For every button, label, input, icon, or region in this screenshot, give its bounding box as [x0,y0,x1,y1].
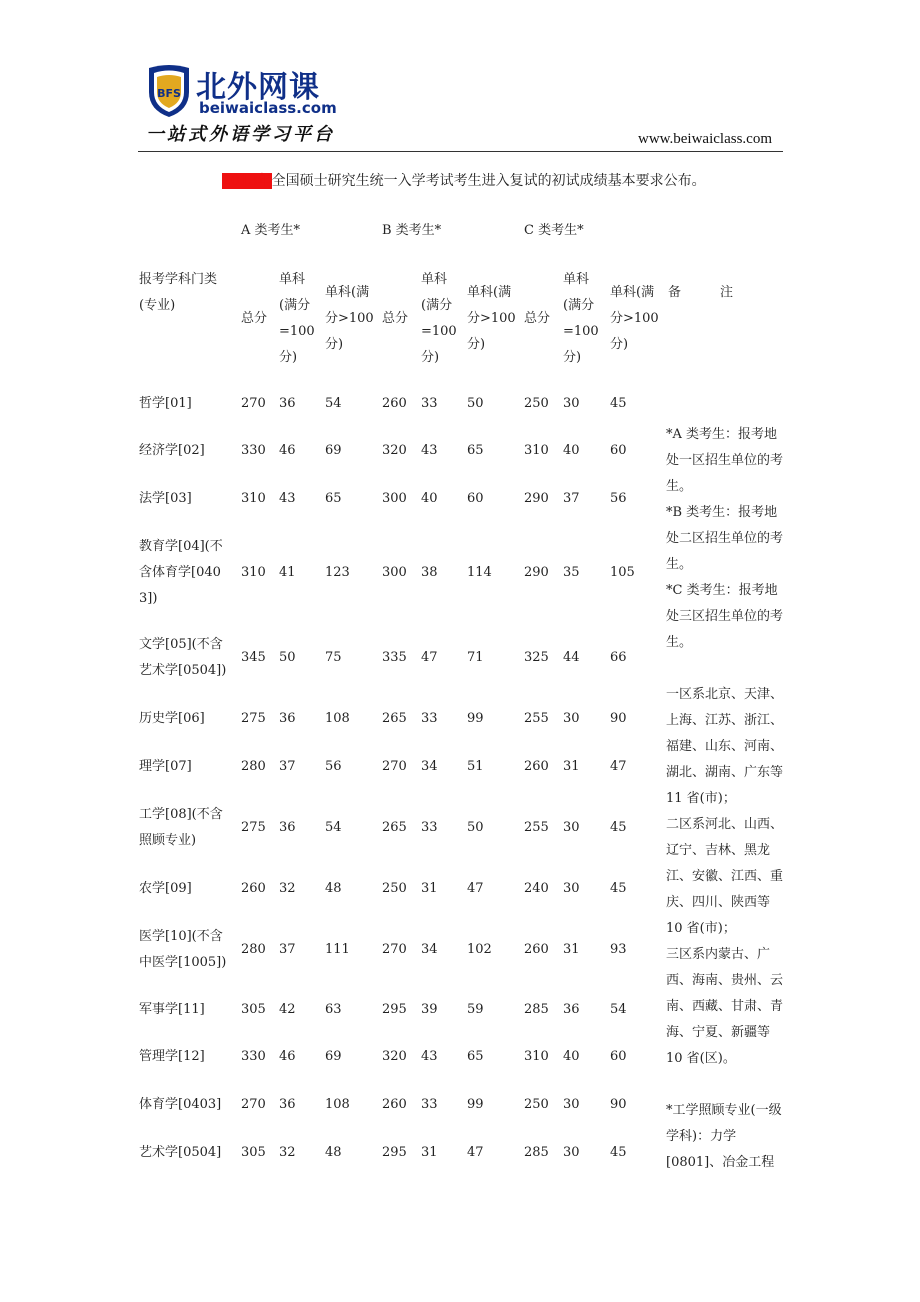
score-cell: 47 [467,1145,484,1160]
site-url-link[interactable]: www.beiwaiclass.com [638,131,772,147]
score-cell: 250 [382,881,407,896]
score-cell: 290 [524,491,549,506]
score-cell: 260 [524,942,549,957]
score-cell: 34 [421,759,438,774]
score-cell: 320 [382,1049,407,1064]
score-cell: 93 [610,942,627,957]
score-cell: 43 [279,491,296,506]
score-cell: 30 [563,820,580,835]
score-cell: 33 [421,711,438,726]
score-cell: 40 [563,443,580,458]
subject-cell: 历史学[06] [139,711,205,726]
note-paragraph: 三区系内蒙古、广西、海南、贵州、云南、西藏、甘肃、青海、宁夏、新疆等 10 省(区)。 [666,947,784,1066]
score-cell: 330 [241,443,266,458]
score-cell: 345 [241,650,266,665]
score-cell: 37 [279,942,296,957]
subject-cell: 管理学[12] [139,1049,205,1064]
score-cell: 295 [382,1145,407,1160]
score-cell: 69 [325,1049,342,1064]
score-cell: 75 [325,650,342,665]
score-cell: 99 [467,711,484,726]
score-cell: 90 [610,1097,627,1112]
subject-cell: 教育学[04](不含体育学[0403]) [139,539,223,606]
score-cell: 31 [563,759,580,774]
total-header-b: 总分 [382,311,409,326]
score-cell: 36 [279,711,296,726]
score-cell: 37 [563,491,580,506]
score-cell: 65 [325,491,342,506]
score-cell: 30 [563,1097,580,1112]
headline-text: 全国硕士研究生统一入学考试考生进入复试的初试成绩基本要求公布。 [271,173,706,189]
subject-cell: 农学[09] [139,881,192,896]
score-cell: 99 [467,1097,484,1112]
score-cell: 40 [563,1049,580,1064]
score-cell: 46 [279,443,296,458]
score-cell: 45 [610,820,627,835]
subject-cell: 经济学[02] [139,443,205,458]
score-cell: 108 [325,1097,350,1112]
score-cell: 30 [563,1145,580,1160]
subject-cell: 体育学[0403] [139,1097,222,1112]
single-over100-header-a: 单科(满分>100分) [325,285,374,352]
note-paragraph: 二区系河北、山西、辽宁、吉林、黑龙江、安徽、江西、重庆、四川、陕西等 10 省(市)； [666,817,784,936]
single-over100-header-c: 单科(满分>100分) [610,285,659,352]
score-cell: 35 [563,565,580,580]
score-cell: 260 [382,396,407,411]
score-cell: 37 [279,759,296,774]
score-cell: 290 [524,565,549,580]
score-cell: 260 [524,759,549,774]
score-cell: 310 [241,565,266,580]
score-cell: 50 [467,820,484,835]
score-cell: 54 [325,396,342,411]
note-paragraph [666,656,788,682]
score-cell: 240 [524,881,549,896]
score-cell: 250 [524,1097,549,1112]
score-cell: 30 [563,881,580,896]
score-cell: 46 [279,1049,296,1064]
score-cell: 36 [279,396,296,411]
score-cell: 43 [421,1049,438,1064]
score-cell: 44 [563,650,580,665]
score-cell: 305 [241,1002,266,1017]
score-cell: 48 [325,1145,342,1160]
subject-cell: 军事学[11] [139,1002,205,1017]
score-cell: 275 [241,711,266,726]
score-cell: 45 [610,881,627,896]
score-cell: 280 [241,759,266,774]
score-cell: 123 [325,565,350,580]
score-cell: 33 [421,1097,438,1112]
score-cell: 31 [421,1145,438,1160]
score-cell: 270 [382,759,407,774]
single100-header-a: 单科(满分=100分) [279,272,315,365]
subject-cell: 工学[08](不含照顾专业) [139,807,223,848]
score-cell: 47 [610,759,627,774]
total-header-a: 总分 [241,311,268,326]
score-cell: 114 [467,565,492,580]
score-cell: 48 [325,881,342,896]
subject-cell: 文学[05](不含艺术学[0504]) [139,637,227,678]
score-cell: 54 [325,820,342,835]
score-cell: 66 [610,650,627,665]
score-cell: 111 [325,942,350,957]
subject-cell: 理学[07] [139,759,192,774]
score-cell: 108 [325,711,350,726]
score-cell: 43 [421,443,438,458]
score-cell: 105 [610,565,635,580]
score-cell: 31 [421,881,438,896]
score-cell: 60 [610,443,627,458]
score-cell: 54 [610,1002,627,1017]
group-header-a: A 类考生* [241,223,301,238]
score-cell: 56 [325,759,342,774]
score-cell: 69 [325,443,342,458]
score-cell: 30 [563,711,580,726]
score-cell: 31 [563,942,580,957]
brand-title: 北外网课 [196,70,320,105]
note-paragraph: *C 类考生：报考地处三区招生单位的考生。 [666,583,784,650]
brand-domain: beiwaiclass.com [199,99,337,117]
score-cell: 36 [279,820,296,835]
note-paragraph [666,1072,788,1098]
score-cell: 42 [279,1002,296,1017]
score-cell: 102 [467,942,492,957]
score-cell: 30 [563,396,580,411]
score-cell: 265 [382,711,407,726]
score-cell: 310 [241,491,266,506]
subject-cell: 哲学[01] [139,396,192,411]
score-cell: 280 [241,942,266,957]
single-over100-header-b: 单科(满分>100分) [467,285,516,352]
header-divider [138,151,783,152]
score-cell: 32 [279,881,296,896]
score-cell: 33 [421,820,438,835]
score-cell: 50 [279,650,296,665]
score-cell: 270 [241,396,266,411]
score-cell: 270 [382,942,407,957]
group-header-b: B 类考生* [382,223,442,238]
score-cell: 38 [421,565,438,580]
slogan: 一站式外语学习平台 [146,124,335,145]
score-cell: 330 [241,1049,266,1064]
score-cell: 285 [524,1145,549,1160]
score-cell: 310 [524,443,549,458]
score-cell: 50 [467,396,484,411]
score-cell: 325 [524,650,549,665]
single100-header-b: 单科(满分=100分) [421,272,457,365]
score-cell: 285 [524,1002,549,1017]
score-cell: 60 [610,1049,627,1064]
score-cell: 39 [421,1002,438,1017]
score-cell: 265 [382,820,407,835]
score-cell: 71 [467,650,484,665]
score-cell: 32 [279,1145,296,1160]
university-shield-icon [146,64,192,118]
score-cell: 320 [382,443,407,458]
subject-column-header: 报考学科门类(专业) [139,272,218,313]
score-cell: 33 [421,396,438,411]
page-header [0,0,920,160]
headline [222,170,706,190]
score-cell: 45 [610,1145,627,1160]
score-cell: 47 [421,650,438,665]
headline-year: 2013年 [222,173,272,189]
subject-cell: 医学[10](不含中医学[1005]) [139,929,227,970]
score-cell: 59 [467,1002,484,1017]
score-cell: 65 [467,1049,484,1064]
subject-cell: 艺术学[0504] [139,1145,222,1160]
score-cell: 47 [467,881,484,896]
notes-header: 备 注 [668,285,734,300]
svg-text:BFS: BFS [157,87,181,100]
score-cell: 56 [610,491,627,506]
score-cell: 41 [279,565,296,580]
single100-header-c: 单科(满分=100分) [563,272,599,365]
total-header-c: 总分 [524,311,551,326]
score-cell: 270 [241,1097,266,1112]
score-cell: 51 [467,759,484,774]
score-cell: 300 [382,491,407,506]
score-cell: 36 [563,1002,580,1017]
score-cell: 40 [421,491,438,506]
note-paragraph: 一区系北京、天津、上海、江苏、浙江、福建、山东、河南、湖北、湖南、广东等 11 省(市)； [666,687,784,806]
subject-cell: 法学[03] [139,491,192,506]
score-cell: 90 [610,711,627,726]
score-cell: 260 [382,1097,407,1112]
notes-column [666,422,788,1176]
score-cell: 275 [241,820,266,835]
score-cell: 255 [524,820,549,835]
score-cell: 335 [382,650,407,665]
score-cell: 63 [325,1002,342,1017]
note-paragraph: *A 类考生：报考地处一区招生单位的考生。 [666,427,784,494]
score-cell: 305 [241,1145,266,1160]
score-cell: 250 [524,396,549,411]
note-paragraph: *B 类考生：报考地处二区招生单位的考生。 [666,505,784,572]
score-cell: 65 [467,443,484,458]
score-cell: 255 [524,711,549,726]
score-cell: 310 [524,1049,549,1064]
note-paragraph: *工学照顾专业(一级学科)：力学[0801]、冶金工程 [666,1103,782,1170]
score-cell: 34 [421,942,438,957]
score-cell: 300 [382,565,407,580]
score-cell: 36 [279,1097,296,1112]
group-header-c: C 类考生* [524,223,584,238]
score-cell: 260 [241,881,266,896]
score-cell: 60 [467,491,484,506]
score-cell: 295 [382,1002,407,1017]
score-cell: 45 [610,396,627,411]
